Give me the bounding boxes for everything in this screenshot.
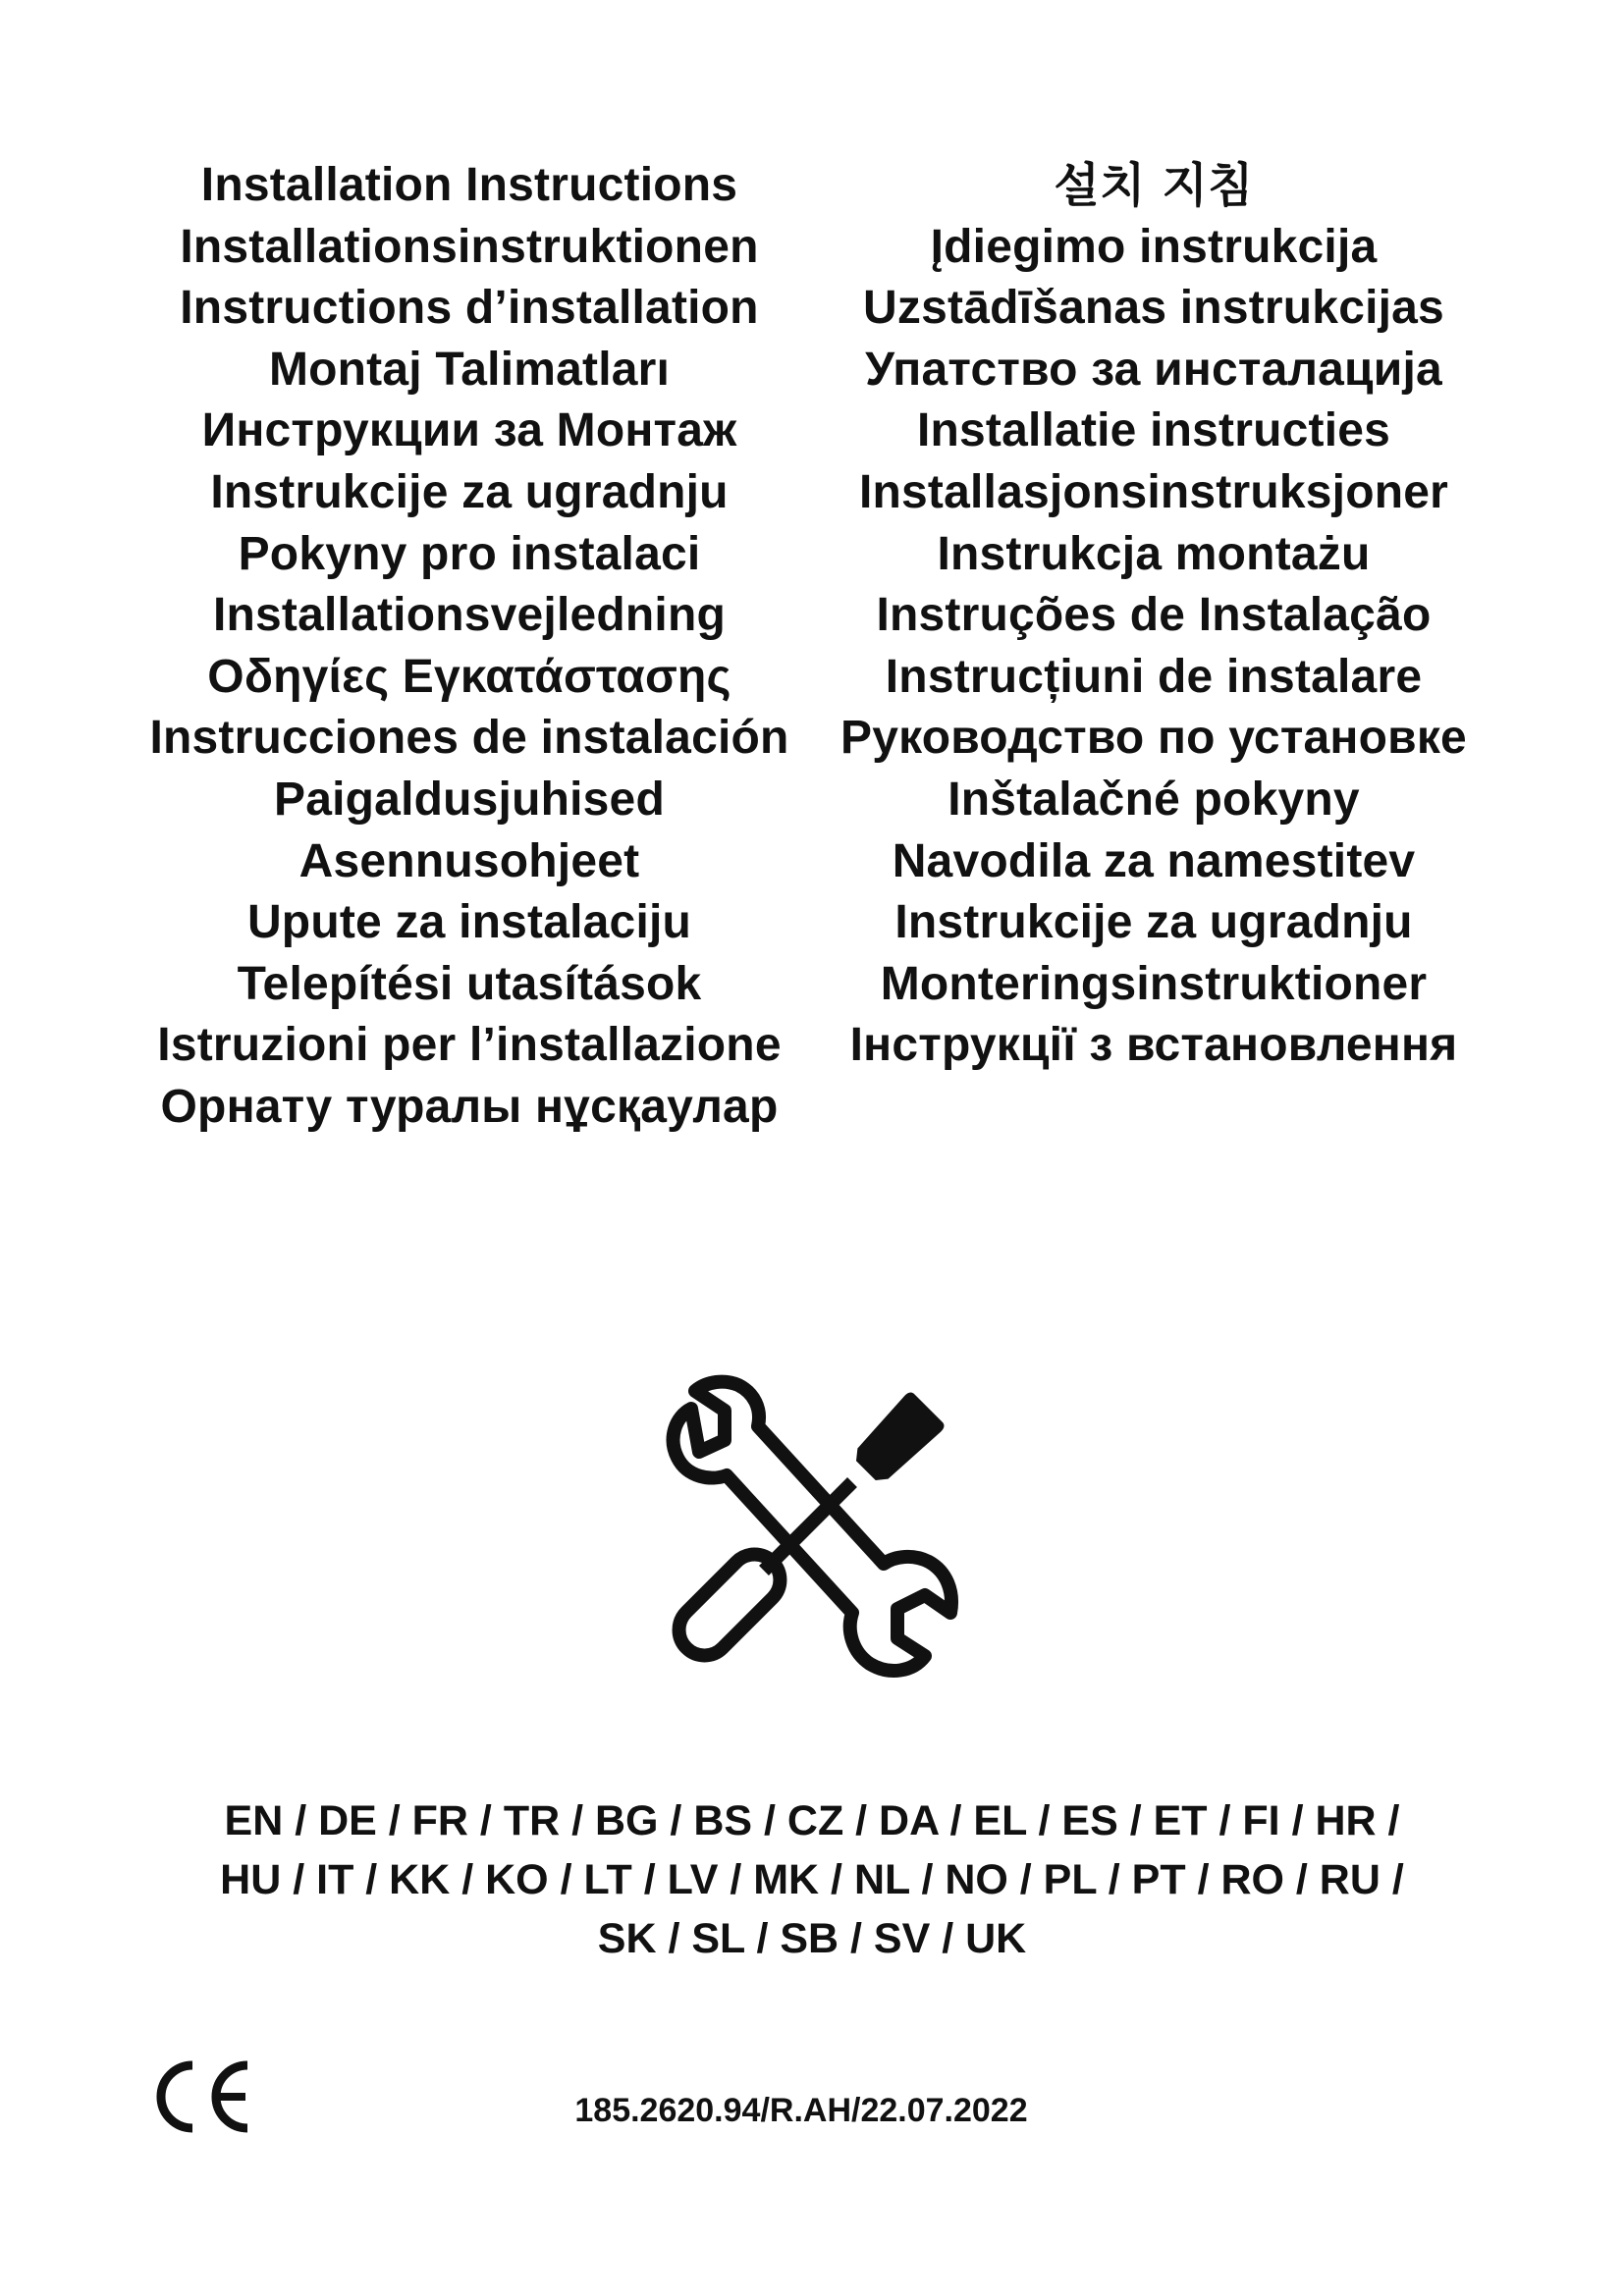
title-uk: Інструкції з встановлення <box>849 1019 1458 1072</box>
wrench-and-screwdriver-icon <box>656 1369 970 1683</box>
title-ko: 설치 지침 <box>1054 158 1254 213</box>
title-es: Instrucciones de instalación <box>149 712 789 765</box>
title-da: Installationsvejledning <box>212 589 727 642</box>
title-pt: Instruções de Instalação <box>876 589 1432 642</box>
title-et: Paigaldusjuhised <box>274 773 665 826</box>
title-bg: Инструкции за Монтаж <box>201 404 737 457</box>
title-lt: Įdiegimo instrukcija <box>930 220 1378 273</box>
title-el: Οδηγίες Εγκατάστασης <box>207 650 731 703</box>
title-de: Installationsinstruktionen <box>180 220 759 273</box>
title-sk: Inštalačné pokyny <box>947 773 1360 826</box>
document-code: 185.2620.94/R.AH/22.07.2022 <box>574 2092 1028 2129</box>
title-hu: Telepítési utasítások <box>237 957 702 1010</box>
title-kk: Орнату туралы нұсқаулар <box>160 1080 779 1133</box>
title-it: Istruzioni per l’installazione <box>157 1019 782 1072</box>
title-column-right <box>800 155 1507 1077</box>
title-mk: Упатство за инсталација <box>865 343 1442 396</box>
title-pl: Instrukcja montażu <box>937 527 1371 580</box>
title-nl: Installatie instructies <box>916 404 1391 457</box>
title-column-left <box>116 155 823 1139</box>
title-list <box>0 155 1624 1137</box>
title-tr: Montaj Talimatları <box>268 343 671 396</box>
language-codes-line-2: HU / IT / KK / KO / LT / LV / MK / NL / NO / PL / PT / RO / RU / <box>220 1856 1404 1903</box>
language-codes-line-3: SK / SL / SB / SV / UK <box>597 1915 1027 1962</box>
language-codes <box>0 1791 1624 1968</box>
title-sl: Navodila za namestitev <box>892 834 1416 887</box>
title-sb: Instrukcije za ugradnju <box>894 896 1413 949</box>
title-ro: Instrucțiuni de instalare <box>885 650 1423 703</box>
title-fr: Instructions d’installation <box>180 282 759 335</box>
title-cz: Pokyny pro instalaci <box>238 527 701 580</box>
title-lv: Uzstādīšanas instrukcijas <box>863 282 1444 335</box>
title-fi: Asennusohjeet <box>298 834 640 887</box>
title-en: Installation Instructions <box>200 159 738 211</box>
title-bs: Instrukcije za ugradnju <box>210 465 729 518</box>
title-ru: Руководство по установке <box>840 712 1467 765</box>
language-codes-line-1: EN / DE / FR / TR / BG / BS / CZ / DA / EL / ES / ET / FI / HR / <box>224 1797 1400 1844</box>
title-sv: Monteringsinstruktioner <box>880 957 1428 1010</box>
title-hr: Upute za instalaciju <box>246 896 692 949</box>
title-no: Installasjonsinstruksjoner <box>858 465 1449 518</box>
